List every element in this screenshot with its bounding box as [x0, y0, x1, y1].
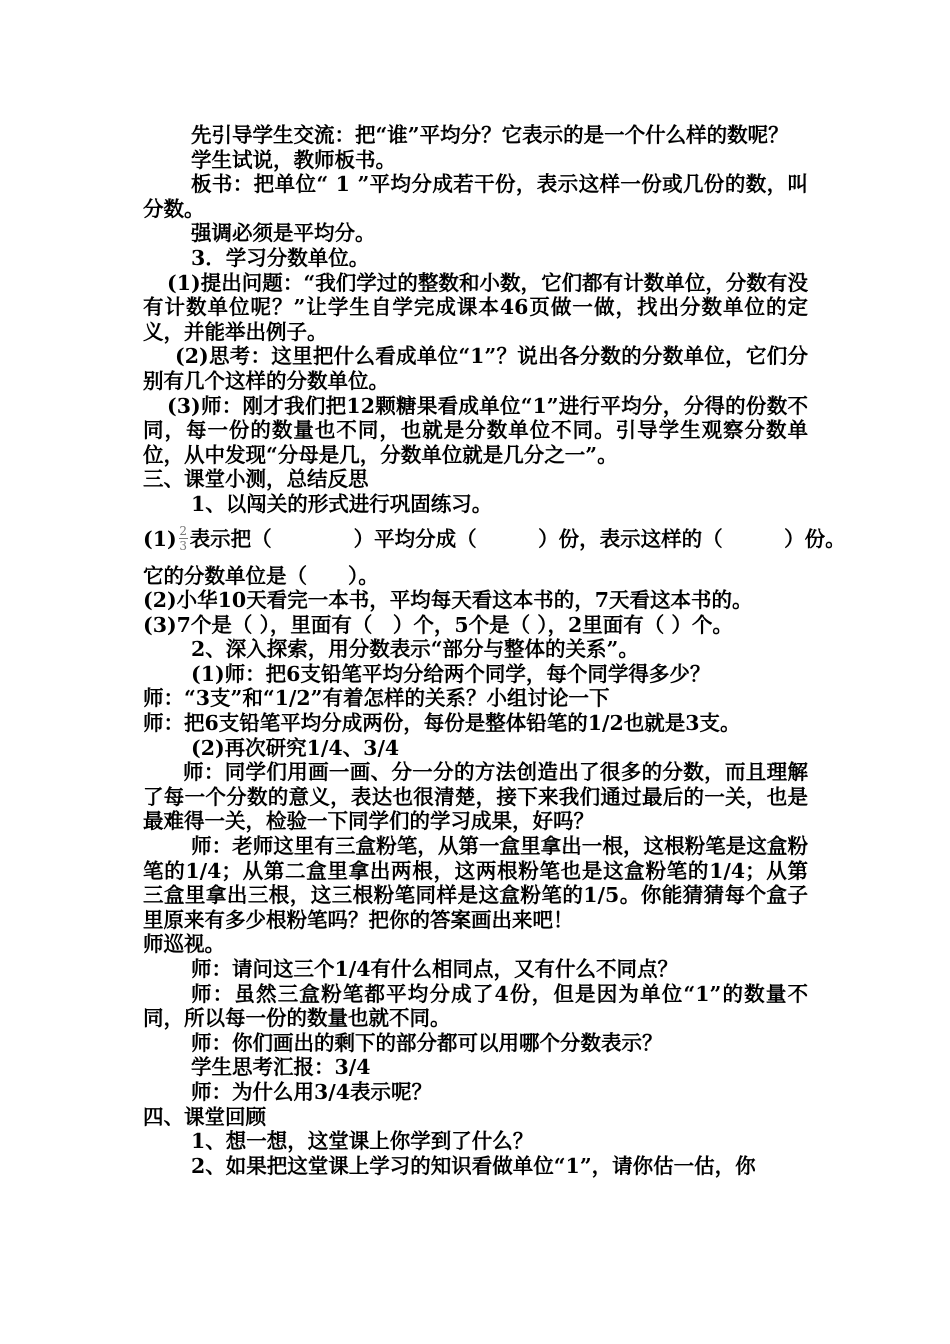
paragraph: 板书：把单位“ 1 ”平均分成若干份，表示这样一份或几份的数，叫分数。	[143, 172, 808, 221]
paragraph: (1)提出问题：“我们学过的整数和小数，它们都有计数单位，分数有没有计数单位呢？”让学生自学完成课本46页做一做，找出分数单位的定义，并能举出例子。	[143, 270, 808, 344]
exercise-question-3: (3)7个是（ ），里面有（ ）个，5个是（ ），2里面有（ ）个。	[143, 612, 733, 637]
section-heading: 三、课堂小测，总结反思	[143, 467, 369, 492]
paragraph: 2、如果把这堂课上学习的知识看做单位“1”，请你估一估，你	[191, 1153, 756, 1178]
paragraph: (2)再次研究1/4、3/4	[191, 735, 400, 760]
paragraph: (1)师：把6支铅笔平均分给两个同学，每个同学得多少？	[191, 661, 711, 686]
paragraph: 先引导学生交流：把“谁”平均分？它表示的是一个什么样的数呢？	[191, 123, 789, 147]
paragraph: 师：为什么用3/4表示呢？	[191, 1079, 433, 1104]
exercise-question-1	[143, 523, 846, 554]
paragraph: 师：你们画出的剩下的部分都可以用哪个分数表示？	[191, 1030, 663, 1055]
paragraph: (2)思考：这里把什么看成单位“1”？说出各分数的分数单位，它们分别有几个这样的分数单位。	[143, 344, 808, 393]
question-number: (1)	[143, 526, 177, 551]
paragraph: 师：“3支”和“1/2”有着怎样的关系？小组讨论一下	[143, 686, 610, 711]
exercise-question-2: (2)小华10天看完一本书，平均每天看这本书的，7天看这本书的。	[143, 588, 753, 613]
paragraph: 师：同学们用画一画、分一分的方法创造出了很多的分数，而且理解了每一个分数的意义，表达也很清楚，接下来我们通过最后的一关，也是最难得一关，检验一下同学们的学习成果，好吗？	[143, 760, 808, 834]
paragraph: 学生思考汇报：3/4	[191, 1055, 371, 1080]
question-text: 表示把（ ）平均分成（ ）份，表示这样的（ ）份。	[189, 526, 846, 551]
fraction-denominator: 3	[179, 538, 187, 553]
fraction	[179, 525, 188, 552]
section-heading: 四、课堂回顾	[143, 1104, 266, 1129]
paragraph: 1、想一想，这堂课上你学到了什么？	[191, 1129, 534, 1154]
paragraph: (3)师：刚才我们把12颗糖果看成单位“1”进行平均分，分得的份数不同，每一份的数量也不同，也就是分数单位不同。引导学生观察分数单位，从中发现“分母是几，分数单位就是几分之一”。	[143, 393, 808, 467]
fraction-numerator: 2	[179, 523, 187, 538]
paragraph: 学生试说，教师板书。	[191, 147, 396, 172]
paragraph: 师：虽然三盒粉笔都平均分成了4份，但是因为单位“1”的数量不同，所以每一份的数量也就不同。	[143, 981, 808, 1031]
paragraph: 2、深入探索，用分数表示“部分与整体的关系”。	[191, 637, 639, 662]
paragraph: 它的分数单位是（ ）。	[143, 563, 379, 588]
paragraph: 师巡视。	[143, 932, 225, 957]
paragraph: 师：老师这里有三盒粉笔，从第一盒里拿出一根，这根粉笔是这盒粉笔的1/4；从第二盒里拿出两根，这两根粉笔也是这盒粉笔的1/4；从第三盒里拿出三根，这三根粉笔同样是这盒粉笔的1/5。你能猜猜每个盒子里原来有多少根粉笔吗？把你的答案画出来吧！	[143, 834, 808, 932]
document-body	[143, 123, 846, 1178]
paragraph: 师：请问这三个1/4有什么相同点，又有什么不同点？	[191, 957, 679, 981]
paragraph: 1、以闯关的形式进行巩固练习。	[191, 491, 493, 516]
paragraph: 师：把6支铅笔平均分成两份，每份是整体铅笔的1/2也就是3支。	[143, 711, 741, 736]
paragraph: 3．学习分数单位。	[191, 245, 370, 270]
paragraph: 强调必须是平均分。	[191, 221, 376, 246]
